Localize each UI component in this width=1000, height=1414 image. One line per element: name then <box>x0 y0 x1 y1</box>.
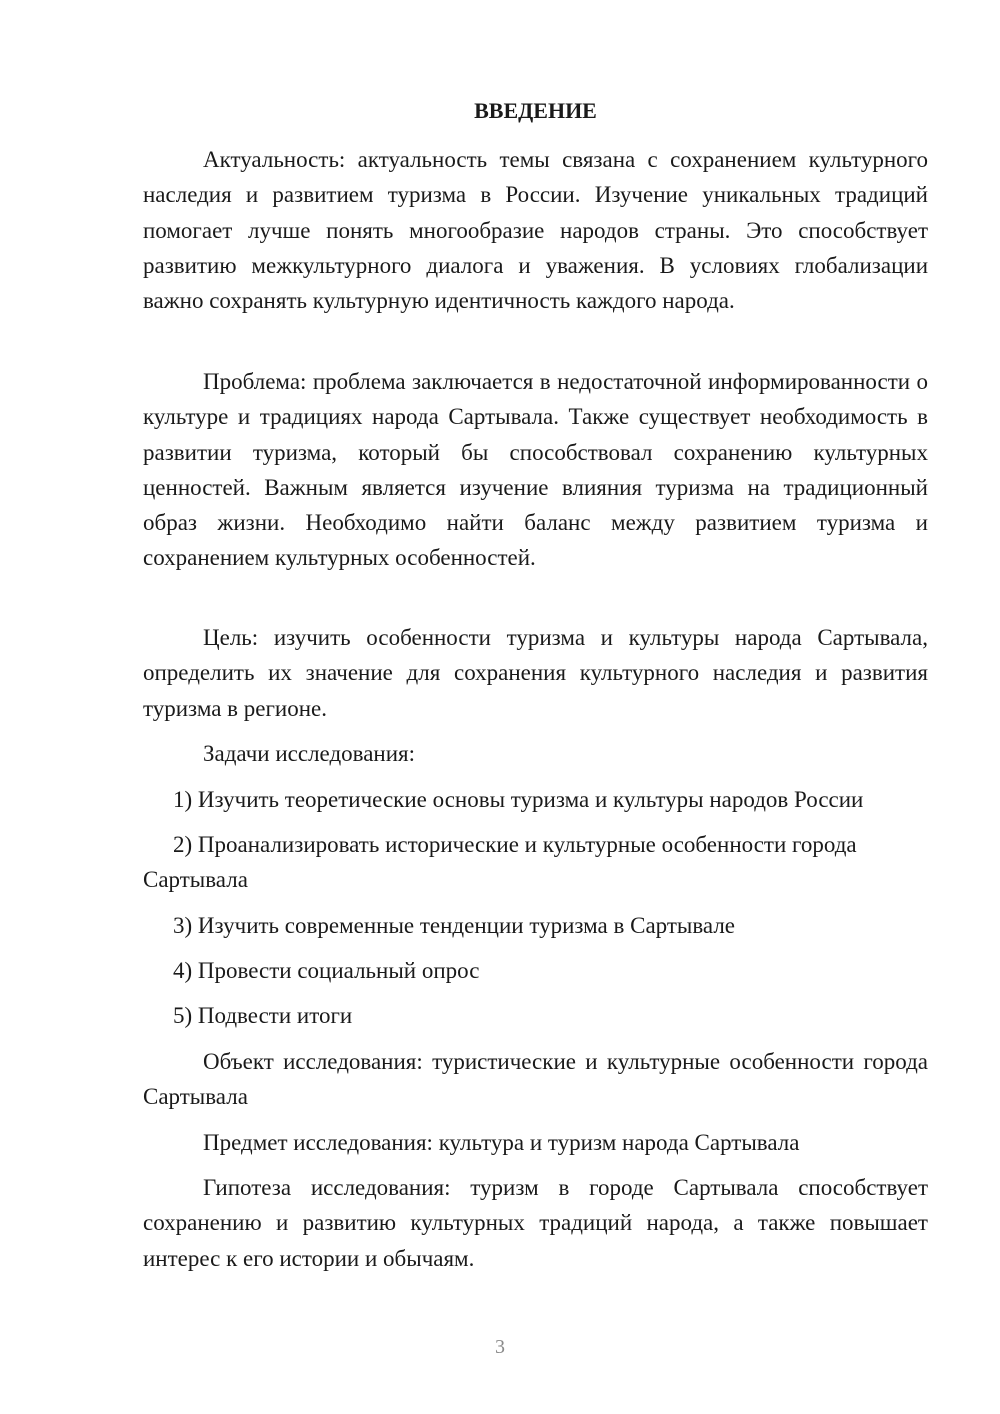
object-paragraph: Объект исследования: туристические и культурные особенности города Сартывала <box>143 1049 928 1110</box>
page-number: 3 <box>495 1336 505 1358</box>
task-item-4: 4) Провести социальный опрос <box>173 958 480 983</box>
problem-paragraph: Проблема: проблема заключается в недостаточной информированности о культуре и традициях народа Сартывала. Также существует необходимость в развитии туризма, который бы способствовал сохранению культурных ценностей. Важным является изучение влияния туризма на традиционный образ жизни. Необходимо найти баланс между развитием туризма и сохранением культурных особенностей. <box>143 369 928 571</box>
page-title: ВВЕДЕНИЕ <box>474 98 597 123</box>
goal-paragraph: Цель: изучить особенности туризма и культуры народа Сартывала, определить их значение для сохранения культурного наследия и развития туризма в регионе. <box>143 625 928 721</box>
task-item-3: 3) Изучить современные тенденции туризма в Сартывале <box>173 913 736 938</box>
task-item-5: 5) Подвести итоги <box>173 1003 353 1028</box>
tasks-heading: Задачи исследования: <box>203 741 416 766</box>
hypothesis-paragraph: Гипотеза исследования: туризм в городе Сартывала способствует сохранению и развитию культурных традиций народа, а также повышает интерес к его истории и обычаям. <box>143 1175 928 1271</box>
task-item-1: 1) Изучить теоретические основы туризма и культуры народов России <box>173 787 864 812</box>
relevance-paragraph: Актуальность: актуальность темы связана с сохранением культурного наследия и развитием туризма в России. Изучение уникальных традиций помогает лучше понять многообразие народов страны. Это способствует развитию межкультурного диалога и уважения. В условиях глобализации важно сохранять культурную идентичность каждого народа. <box>143 147 928 314</box>
task-item-2: 2) Проанализировать исторические и культурные особенности города Сартывала <box>143 832 857 893</box>
subject-paragraph: Предмет исследования: культура и туризм народа Сартывала <box>203 1130 800 1155</box>
